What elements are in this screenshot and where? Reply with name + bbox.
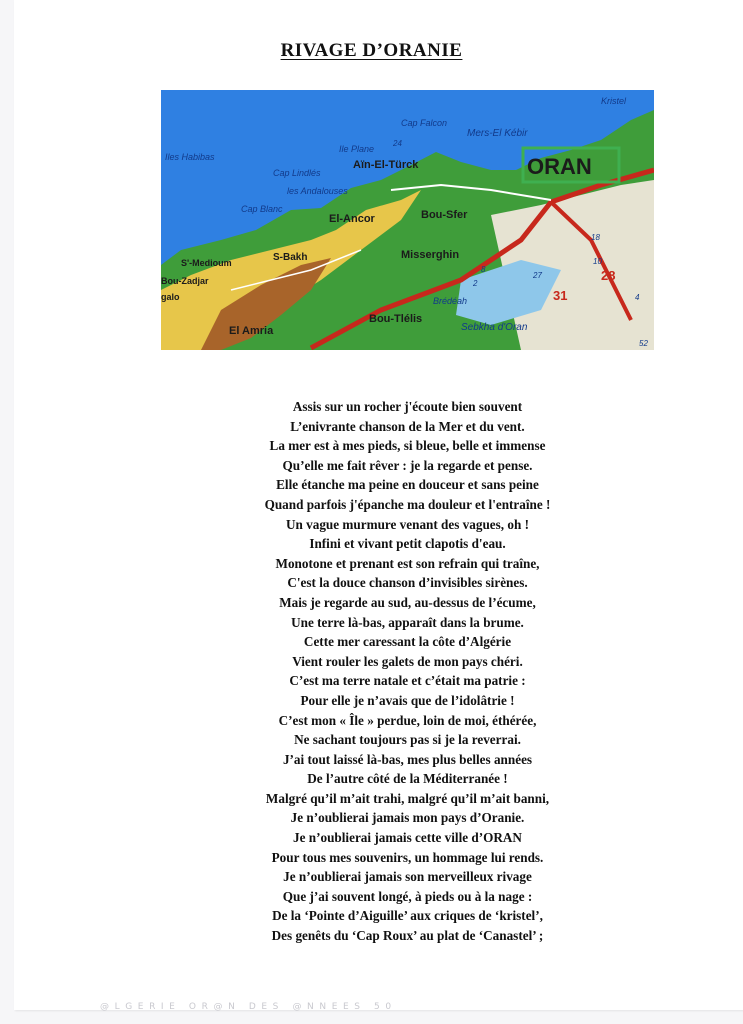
poem-line: C’est ma terre natale et c’était ma patrie : [289,673,526,689]
map-number-18: 18 [591,233,600,242]
poem-line: Monotone et prenant est son refrain qui traîne, [275,555,540,571]
poem-line: Cette mer caressant la côte d’Algérie [303,634,512,650]
poem-line: De l’autre côté de la Méditerranée ! [307,771,508,787]
map-number-24: 24 [393,139,402,148]
map-number-27: 27 [533,271,542,280]
poem-line: Assis sur un rocher j'écoute bien souvent [292,399,523,414]
poem-line: Je n’oublierai jamais mon pays d’Oranie. [290,810,525,826]
map-label-ile-plane: Ile Plane [339,144,375,154]
poem-line: Mais je regarde au sud, au-dessus de l’écume, [279,594,536,610]
poem-title [0,40,743,62]
map-label-ain-el-turck: Aïn-El-Türck [353,159,419,171]
poem-line: C’est mon « Île » perdue, loin de moi, éthérée, [278,712,537,728]
map-number-10: 10 [593,257,602,266]
map-label-cap-blanc: Cap Blanc [241,204,283,214]
poem-line: Vient rouler les galets de mon pays chéri. [292,653,523,669]
poem-line: Pour elle je n’avais que de l’idolâtrie ! [300,692,515,708]
map-number-8: 8 [481,265,486,274]
poem-body [0,397,743,946]
map-label-s-medioum: S'-Medioum [181,258,232,268]
poem-line: La mer est à mes pieds, si bleue, belle et immense [269,438,546,454]
oran-coast-map [161,90,654,350]
map-number-28: 28 [601,268,616,283]
map-label-galo: galo [161,292,180,302]
map-label-misserghin: Misserghin [401,249,460,261]
watermark-footer: @LGERIE OR@N DES @NNEES 50 [100,1002,397,1012]
poem-line: Elle étanche ma peine en douceur et sans peine [276,477,539,493]
map-label-bou-zadjar: Bou-Zadjar [161,276,209,286]
map-label-cap-lindles: Cap Lindlés [273,168,321,178]
map-label-les-andalouses: les Andalouses [287,186,348,196]
poem-line: Ne sachant toujours pas si je la reverrai. [294,732,521,748]
title-text: RIVAGE D’ORANIE [280,40,463,61]
map-label-mers-el-kebir: Mers-El Kébir [467,128,528,139]
map-drawing [161,90,654,350]
map-label-iles-habibas: Iles Habibas [165,152,215,162]
poem-line: Une terre là-bas, apparaît dans la brume. [291,614,524,630]
map-number-2: 2 [473,279,478,288]
map-label-el-ancor: El-Ancor [329,213,375,225]
poem-line: C'est la douce chanson d’invisibles sirènes. [287,575,528,591]
map-label-bou-tlelis: Bou-Tlélis [369,313,423,325]
poem-line: Que j’ai souvent longé, à pieds ou à la nage : [282,888,533,904]
poem-line: Pour tous mes souvenirs, un hommage lui rends. [271,849,544,865]
poem-line: Un vague murmure venant des vagues, oh ! [285,516,529,532]
map-number-4: 4 [635,293,640,302]
map-number-31: 31 [553,288,568,303]
poem-line: L’enivrante chanson de la Mer et du vent. [290,418,525,434]
map-number-52: 52 [639,339,648,348]
map-label-bou-sfer: Bou-Sfer [421,209,468,221]
map-label-cap-falcon: Cap Falcon [401,118,448,128]
map-label-oran: ORAN [527,154,592,179]
poem-line: Je n’oublierai jamais son merveilleux rivage [283,869,532,885]
poem-line: Infini et vivant petit clapotis d'eau. [309,536,506,552]
map-label-bredeah: Brédéah [433,296,468,306]
poem-line: Qu’elle me fait rêver : je la regarde et pense. [282,457,533,473]
map-label-kristel: Kristel [601,96,627,106]
map-label-sebkha: Sebkha d'Oran [461,322,528,333]
poem-line: J’ai tout laissé là-bas, mes plus belles années [282,751,533,767]
poem-line: Malgré qu’il m’ait trahi, malgré qu’il m’ait banni, [265,790,550,806]
poem-line: De la ‘Pointe d’Aiguille’ aux criques de ‘kristel’, [272,908,543,924]
poem-line: Quand parfois j'épanche ma douleur et l'entraîne ! [264,496,551,512]
poem-line: Je n’oublierai jamais cette ville d’ORAN [293,830,522,846]
map-label-s-bakh: S-Bakh [273,252,308,263]
map-label-el-amria: El Amria [229,325,274,337]
poem-line: Des genêts du ‘Cap Roux’ au plat de ‘Canastel’ ; [271,928,544,944]
